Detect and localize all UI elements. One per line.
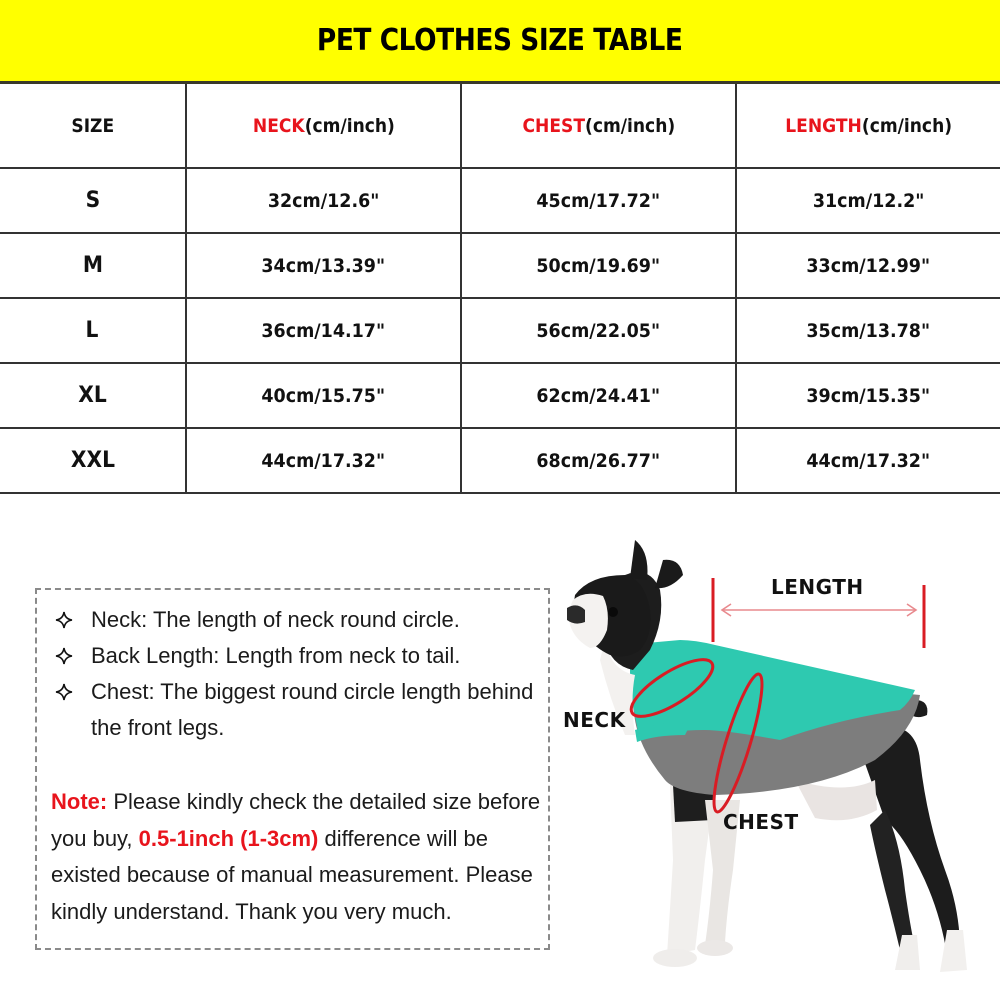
header-neck-label: NECK	[252, 114, 305, 137]
four-point-star-icon	[49, 674, 79, 701]
neck-cell: 44cm/17.32"	[186, 428, 461, 493]
table-row	[0, 168, 1000, 233]
dog-measurement-diagram	[555, 530, 1000, 990]
size-cell: S	[0, 168, 186, 233]
bullet-text: Neck: The length of neck round circle.	[91, 607, 460, 632]
size-cell: M	[0, 233, 186, 298]
length-cell: 44cm/17.32"	[736, 428, 1000, 493]
chest-cell: 56cm/22.05"	[461, 298, 736, 363]
four-point-star-icon	[49, 638, 79, 665]
header-length-unit: (cm/inch)	[861, 114, 952, 137]
list-item-chest-definition	[49, 674, 544, 746]
size-cell: XL	[0, 363, 186, 428]
note-tolerance: 0.5-1inch (1-3cm)	[138, 825, 319, 851]
chest-cell: 62cm/24.41"	[461, 363, 736, 428]
length-cell: 35cm/13.78"	[736, 298, 1000, 363]
header-chest	[461, 84, 736, 168]
header-neck-unit: (cm/inch)	[304, 114, 395, 137]
neck-label: NECK	[563, 708, 626, 732]
header-length-label: LENGTH	[785, 114, 862, 137]
length-cell: 39cm/15.35"	[736, 363, 1000, 428]
length-cell: 31cm/12.2"	[736, 168, 1000, 233]
list-item-neck-definition	[49, 602, 544, 638]
chest-cell: 45cm/17.72"	[461, 168, 736, 233]
size-cell: L	[0, 298, 186, 363]
bullet-text: Back Length: Length from neck to tail.	[91, 643, 461, 668]
header-length	[736, 84, 1000, 168]
length-cell: 33cm/12.99"	[736, 233, 1000, 298]
dog-illustration	[555, 530, 1000, 990]
note-text-before: Please kindly check the detailed size before you buy,	[51, 789, 541, 851]
header-neck	[186, 84, 461, 168]
neck-cell: 40cm/15.75"	[186, 363, 461, 428]
neck-cell: 32cm/12.6"	[186, 168, 461, 233]
header-size: SIZE	[0, 84, 186, 168]
table-row	[0, 298, 1000, 363]
table-header-row	[0, 84, 1000, 168]
neck-cell: 36cm/14.17"	[186, 298, 461, 363]
neck-cell: 34cm/13.39"	[186, 233, 461, 298]
bullet-text: Chest: The biggest round circle length behind the front legs.	[91, 679, 534, 740]
table-row	[0, 233, 1000, 298]
list-item-back-length-definition	[49, 638, 544, 674]
measurement-notes-box	[35, 588, 550, 950]
title-banner	[0, 0, 1000, 84]
chest-label: CHEST	[723, 810, 799, 834]
size-cell: XXL	[0, 428, 186, 493]
table-row	[0, 363, 1000, 428]
size-note	[51, 784, 546, 930]
chest-cell: 50cm/19.69"	[461, 233, 736, 298]
size-table	[0, 84, 1000, 494]
table-row	[0, 428, 1000, 493]
four-point-star-icon	[49, 602, 79, 629]
measurement-definitions	[49, 602, 544, 746]
note-label: Note:	[51, 789, 108, 814]
note-text-after: difference will be existed because of manual measurement. Please kindly understand. Thank you very much.	[51, 825, 533, 924]
page-title: PET CLOTHES SIZE TABLE	[317, 23, 683, 58]
header-chest-label: CHEST	[522, 114, 585, 137]
header-chest-unit: (cm/inch)	[584, 114, 675, 137]
chest-cell: 68cm/26.77"	[461, 428, 736, 493]
length-label: LENGTH	[771, 575, 864, 599]
